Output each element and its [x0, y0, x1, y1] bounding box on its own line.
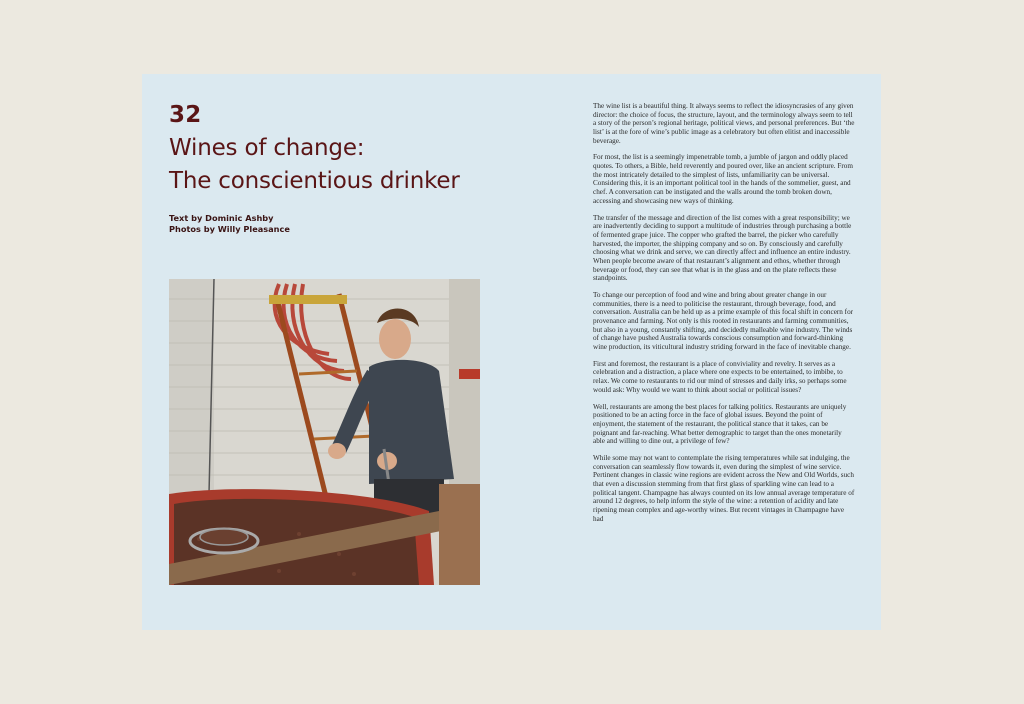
body-paragraph: For most, the list is a seemingly impenetrable tomb, a jumble of jargon and oddly placed quotes. To others, a Bible, held reverently and poured over, like an ancient scripture. From the most intricately detailed to the simplest of lists, unfamiliarity can be universal. Considering this, it is an important political tool in the hands of the sommelier, guest, and chef. A conversation can be instigated and the walls around the tomb broken down, accessing and showcasing new ways of thinking.	[593, 153, 853, 205]
photo-credit: Photos by Willy Pleasance	[169, 224, 290, 234]
article-body	[593, 102, 855, 532]
body-paragraph: While some may not want to contemplate the rising temperatures while sat indulging, the conversation can seamlessly flow towards it, even during the simplest of wine service. Pertinent changes in classic wine regions are evident across the New and Old Worlds, such that even a discussion stemming from that first glass of sparkling wine can lead to a political tangent. Champagne has always counted on its low annual average temperature of around 12 degrees, to help inform the style of the wine: a retention of acidity and late ripening mean complex and age-worthy wines. But recent vintages in Champagne have had	[593, 454, 855, 523]
article-title-line-1: Wines of change:	[169, 135, 365, 161]
article-title-line-2: The conscientious drinker	[169, 168, 460, 194]
body-paragraph: Well, restaurants are among the best places for talking politics. Restaurants are uniquely positioned to be an acting force in the face of global issues. Beyond the point of enjoyment, the statement of the restaurant, the political stance that it takes, can be poignant and far-reaching. What better demographic to target than the ones monetarily able and willing to dine out, a privilege of few?	[593, 402, 847, 446]
body-paragraph: First and foremost, the restaurant is a place of conviviality and revelry. It serves as a celebration and a distraction, a place where one expects to be entertained, to imbibe, to relax. We come to restaurants to rid our mind of stresses and daily irks, so perhaps some would ask: Why would we want to think about social or political issues?	[593, 359, 847, 394]
body-paragraph: The transfer of the message and direction of the list comes with a great responsibility; we are inadvertently deciding to support a multitude of industries through purchasing a bottle of fermented grape juice. The copper who grafted the barrel, the picker who carefully harvested, the importer, the shipping company and so on. By consciously and carefully choosing what we drink and serve, we can directly affect and influence an entire industry. When people become aware of that restaurant’s alignment and ethos, whether through beverage or food, they can see that what is in the glass and on the plate reflects these standpoints.	[593, 213, 852, 283]
article-number: 32	[169, 102, 202, 128]
winemaker-photo	[169, 279, 480, 585]
text-credit: Text by Dominic Ashby	[169, 213, 274, 223]
magazine-spread	[142, 74, 881, 630]
body-paragraph: To change our perception of food and wine and bring about greater change in our communities, there is a need to politicise the restaurant, through beverage, food, and conversation. Australia can be held up as a prime example of this focal shift in concern for provenance and farming. Not only is this rooted in restaurants and farming communities, but also in a young, constantly shifting, and decidedly malleable wine industry. The winds of change have pushed Australia towards conscious consumption and forward-thinking wine production, its viticultural industry striding forward in the face of inevitable change.	[593, 291, 854, 351]
body-paragraph: The wine list is a beautiful thing. It always seems to reflect the idiosyncrasies of any given director: the choice of focus, the structure, layout, and the terminology always seem to tell a story of the person’s regional heritage, political views, and personal preferences. But ‘the list’ is at the fore of wine’s public image as a celebratory but often elitist and inaccessible beverage.	[593, 102, 855, 145]
